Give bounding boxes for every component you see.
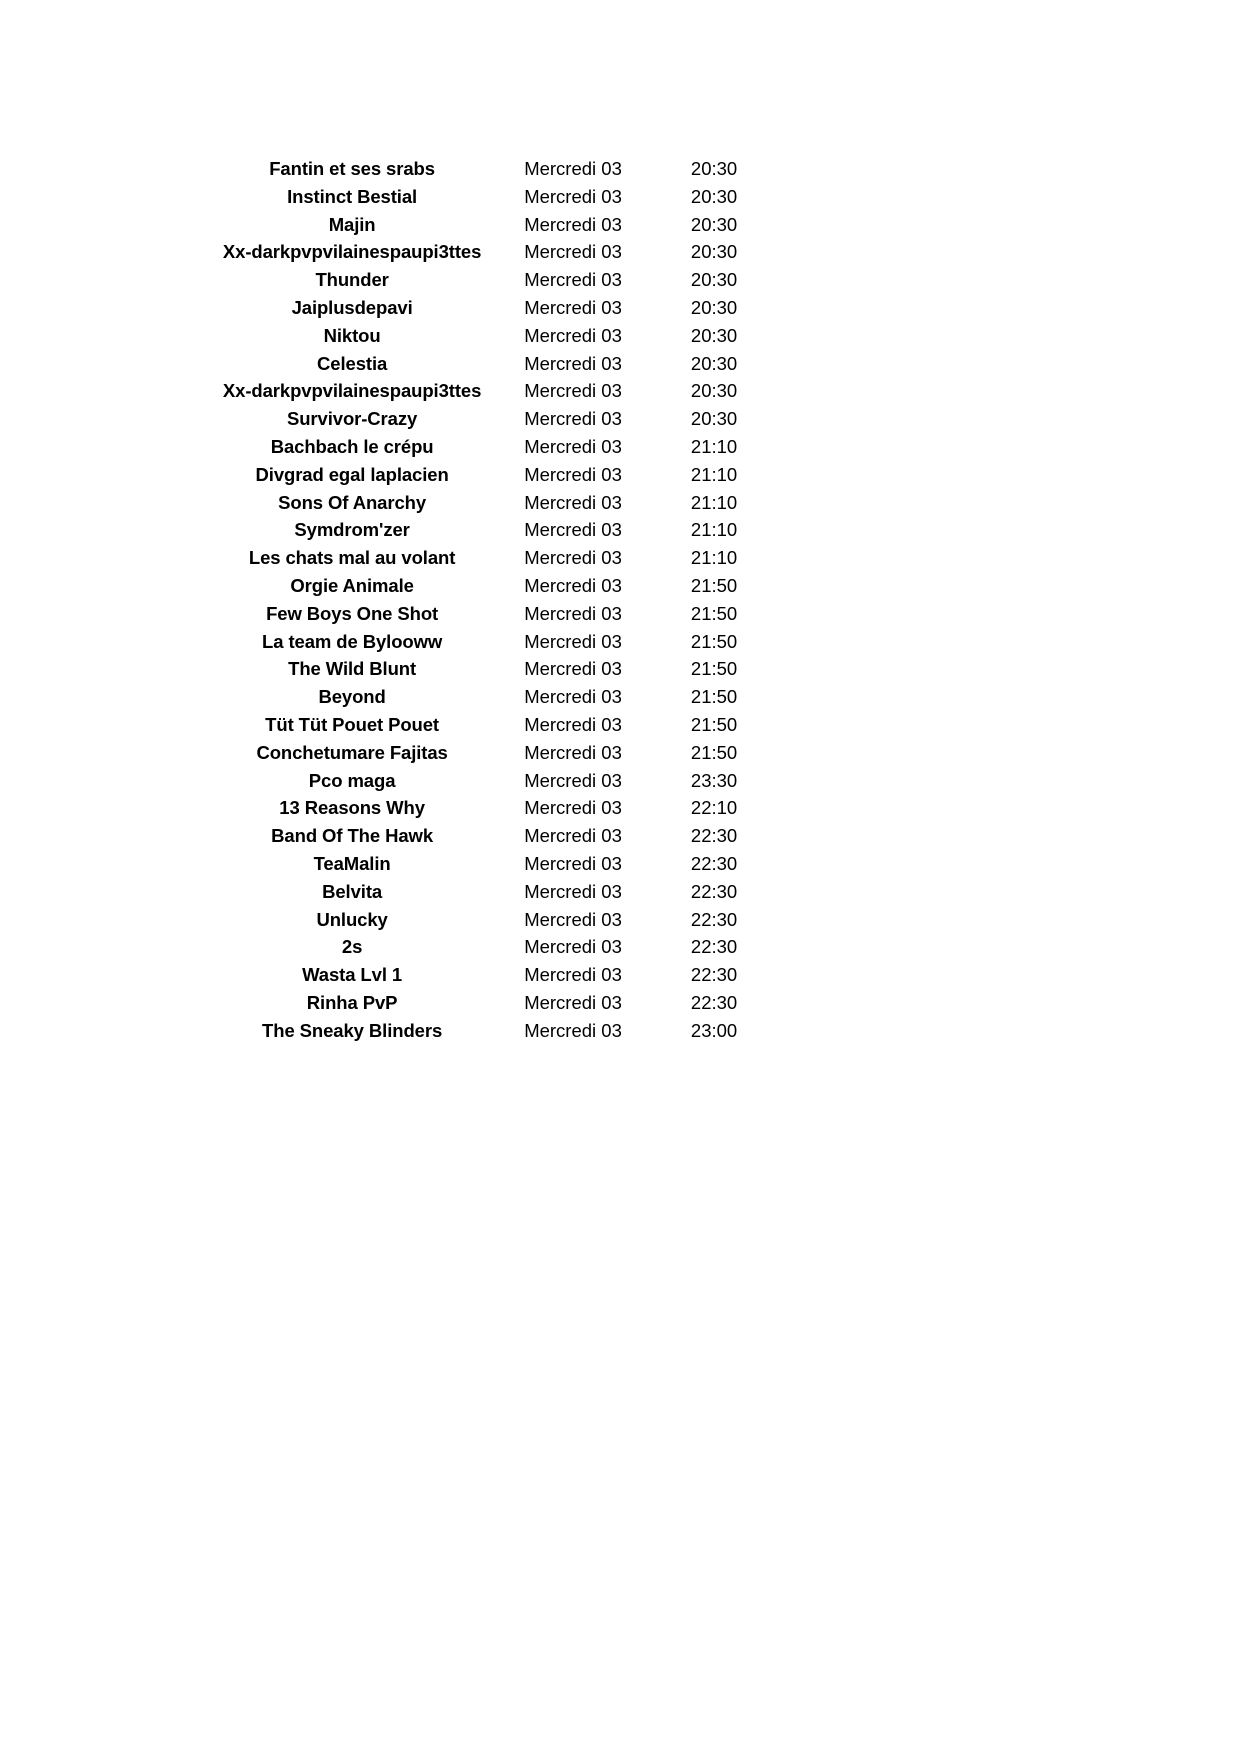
match-time-cell: 21:10: [690, 463, 738, 485]
match-date-cell: Mercredi 03: [524, 352, 622, 374]
match-time-cell: 22:30: [690, 880, 738, 902]
table-row: [180, 350, 820, 378]
match-time-cell: 22:30: [690, 825, 738, 847]
match-time-cell: 20:30: [690, 352, 738, 374]
match-date-cell: Mercredi 03: [524, 547, 622, 569]
team-name-cell: Bachbach le crépu: [270, 435, 434, 457]
team-name-cell: The Wild Blunt: [288, 658, 417, 680]
table-row: [180, 767, 820, 795]
match-date-cell: Mercredi 03: [524, 964, 622, 986]
match-date-cell: Mercredi 03: [524, 241, 622, 263]
table-row: [180, 461, 820, 489]
table-row: [180, 822, 820, 850]
table-row: [180, 294, 820, 322]
match-date-cell: Mercredi 03: [524, 852, 622, 874]
match-date-cell: Mercredi 03: [524, 408, 622, 430]
table-row: [180, 433, 820, 461]
match-date-cell: Mercredi 03: [524, 380, 622, 402]
team-name-cell: Fantin et ses srabs: [269, 158, 435, 179]
table-row: [180, 655, 820, 683]
team-name-cell: Belvita: [322, 880, 383, 902]
table-row: [180, 906, 820, 934]
table-row: [180, 933, 820, 961]
match-time-cell: 20:30: [690, 213, 738, 235]
team-name-cell: Instinct Bestial: [287, 185, 418, 207]
team-name-cell: Conchetumare Fajitas: [256, 741, 448, 763]
match-date-cell: Mercredi 03: [524, 713, 622, 735]
team-name-cell: TeaMalin: [313, 852, 391, 874]
match-time-cell: 21:50: [690, 686, 738, 708]
team-name-cell: Niktou: [323, 324, 381, 346]
match-date-cell: Mercredi 03: [524, 185, 622, 207]
table-row: [180, 683, 820, 711]
match-date-cell: Mercredi 03: [524, 435, 622, 457]
team-name-cell: 13 Reasons Why: [279, 797, 425, 819]
table-row: [180, 266, 820, 294]
match-time-cell: 21:10: [690, 547, 738, 569]
match-date-cell: Mercredi 03: [524, 797, 622, 819]
match-time-cell: 21:50: [690, 658, 738, 680]
team-name-cell: 2s: [341, 936, 363, 958]
table-row: [180, 878, 820, 906]
match-date-cell: Mercredi 03: [524, 491, 622, 513]
match-time-cell: 21:50: [690, 630, 738, 652]
match-time-cell: 23:00: [690, 1019, 738, 1041]
team-name-cell: Band Of The Hawk: [271, 825, 434, 847]
match-date-cell: Mercredi 03: [524, 463, 622, 485]
match-date-cell: Mercredi 03: [524, 324, 622, 346]
match-time-cell: 20:30: [690, 158, 738, 179]
match-time-cell: 20:30: [690, 408, 738, 430]
team-name-cell: Xx-darkpvpvilainespaupi3ttes: [222, 380, 482, 402]
match-date-cell: Mercredi 03: [524, 519, 622, 541]
match-date-cell: Mercredi 03: [524, 213, 622, 235]
team-name-cell: Majin: [328, 213, 376, 235]
schedule-table: [180, 155, 820, 1045]
table-row: [180, 405, 820, 433]
table-row: [180, 711, 820, 739]
match-date-cell: Mercredi 03: [524, 741, 622, 763]
team-name-cell: Divgrad egal laplacien: [255, 463, 449, 485]
table-row: [180, 516, 820, 544]
team-name-cell: Rinha PvP: [306, 991, 398, 1013]
match-time-cell: 22:30: [690, 852, 738, 874]
table-row: [180, 739, 820, 767]
match-date-cell: Mercredi 03: [524, 686, 622, 708]
match-date-cell: Mercredi 03: [524, 936, 622, 958]
team-name-cell: Symdrom'zer: [294, 519, 410, 541]
match-date-cell: Mercredi 03: [524, 630, 622, 652]
table-row: [180, 961, 820, 989]
match-date-cell: Mercredi 03: [524, 269, 622, 291]
match-time-cell: 22:30: [690, 964, 738, 986]
table-row: [180, 155, 820, 183]
match-date-cell: Mercredi 03: [524, 991, 622, 1013]
match-time-cell: 20:30: [690, 241, 738, 263]
table-row: [180, 238, 820, 266]
match-time-cell: 20:30: [690, 380, 738, 402]
match-time-cell: 23:30: [690, 769, 738, 791]
match-date-cell: Mercredi 03: [524, 158, 622, 179]
table-row: [180, 794, 820, 822]
table-row: [180, 377, 820, 405]
team-name-cell: Orgie Animale: [290, 574, 414, 596]
match-date-cell: Mercredi 03: [524, 296, 622, 318]
table-row: [180, 211, 820, 239]
match-time-cell: 21:50: [690, 574, 738, 596]
table-row: [180, 989, 820, 1017]
table-row: [180, 544, 820, 572]
match-date-cell: Mercredi 03: [524, 769, 622, 791]
schedule-table-body: [180, 155, 820, 1045]
match-time-cell: 20:30: [690, 324, 738, 346]
team-name-cell: La team de Bylooww: [262, 630, 443, 652]
team-name-cell: Few Boys One Shot: [266, 602, 439, 624]
match-time-cell: 22:30: [690, 991, 738, 1013]
match-time-cell: 21:50: [690, 602, 738, 624]
team-name-cell: Unlucky: [316, 908, 388, 930]
match-time-cell: 20:30: [690, 296, 738, 318]
match-time-cell: 21:50: [690, 713, 738, 735]
team-name-cell: Tüt Tüt Pouet Pouet: [265, 713, 439, 735]
team-name-cell: Les chats mal au volant: [248, 547, 456, 569]
team-name-cell: Thunder: [315, 269, 389, 291]
match-time-cell: 20:30: [690, 185, 738, 207]
table-row: [180, 850, 820, 878]
team-name-cell: Xx-darkpvpvilainespaupi3ttes: [222, 241, 482, 263]
table-row: [180, 572, 820, 600]
table-row: [180, 322, 820, 350]
match-date-cell: Mercredi 03: [524, 825, 622, 847]
match-time-cell: 20:30: [690, 269, 738, 291]
match-time-cell: 21:10: [690, 435, 738, 457]
team-name-cell: Wasta Lvl 1: [302, 964, 403, 986]
match-date-cell: Mercredi 03: [524, 1019, 622, 1041]
match-time-cell: 21:10: [690, 519, 738, 541]
table-row: [180, 628, 820, 656]
table-row: [180, 600, 820, 628]
team-name-cell: Celestia: [317, 352, 388, 374]
match-time-cell: 21:50: [690, 741, 738, 763]
match-date-cell: Mercredi 03: [524, 908, 622, 930]
team-name-cell: Sons Of Anarchy: [278, 491, 427, 513]
team-name-cell: Pco maga: [308, 769, 396, 791]
team-name-cell: The Sneaky Blinders: [262, 1019, 443, 1041]
team-name-cell: Beyond: [318, 686, 386, 708]
table-row: [180, 1017, 820, 1045]
table-row: [180, 489, 820, 517]
team-name-cell: Jaiplusdepavi: [291, 296, 413, 318]
match-time-cell: 22:30: [690, 936, 738, 958]
match-time-cell: 22:10: [690, 797, 738, 819]
team-name-cell: Survivor-Crazy: [286, 408, 418, 430]
match-date-cell: Mercredi 03: [524, 880, 622, 902]
table-row: [180, 183, 820, 211]
match-time-cell: 21:10: [690, 491, 738, 513]
match-date-cell: Mercredi 03: [524, 658, 622, 680]
match-time-cell: 22:30: [690, 908, 738, 930]
match-date-cell: Mercredi 03: [524, 602, 622, 624]
match-date-cell: Mercredi 03: [524, 574, 622, 596]
